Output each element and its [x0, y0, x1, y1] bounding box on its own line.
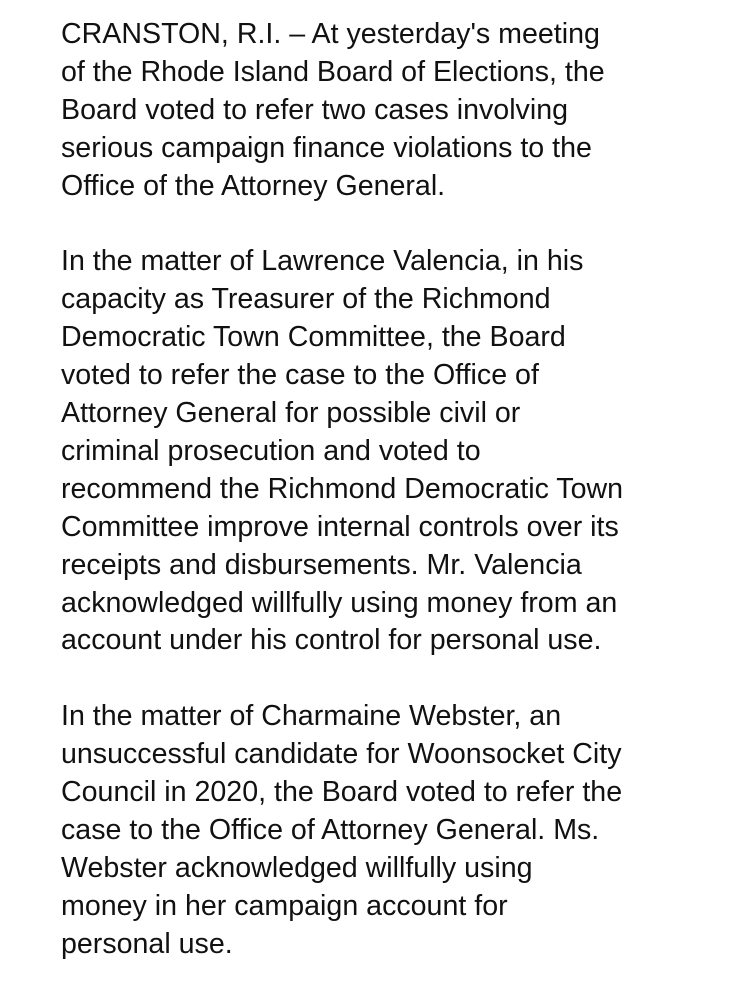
text-line: Democratic Town Committee, the Board	[61, 321, 566, 354]
text-line: case to the Office of Attorney General. Ms.	[61, 814, 600, 846]
text-line: Board voted to refer two cases involving	[61, 93, 569, 126]
text-line: account under his control for personal use.	[61, 624, 602, 657]
text-line: Council in 2020, the Board voted to refer the	[61, 776, 623, 809]
text-line: capacity as Treasurer of the Richmond	[61, 283, 551, 316]
text-line: receipts and disbursements. Mr. Valencia	[61, 548, 582, 581]
text-line: acknowledged willfully using money from an	[61, 586, 618, 619]
text-line: money in her campaign account for	[61, 889, 508, 922]
text-line: of the Rhode Island Board of Elections, the	[61, 55, 605, 88]
text-line: In the matter of Lawrence Valencia, in his	[61, 245, 584, 278]
text-line: CRANSTON, R.I. – At yesterday's meeting	[61, 18, 600, 50]
text-line: Webster acknowledged willfully using	[61, 851, 533, 884]
text-line: serious campaign finance violations to the	[61, 131, 592, 164]
text-line: unsuccessful candidate for Woonsocket City	[61, 738, 622, 771]
paragraph-valencia	[61, 243, 731, 660]
text-line: criminal prosecution and voted to	[61, 434, 481, 467]
text-line: personal use.	[61, 927, 233, 960]
text-line: Committee improve internal controls over its	[61, 510, 619, 543]
text-line: voted to refer the case to the Office of	[61, 359, 539, 392]
text-line: Office of the Attorney General.	[61, 169, 446, 202]
text-line: In the matter of Charmaine Webster, an	[61, 700, 562, 733]
article-body	[61, 16, 731, 964]
text-line: Attorney General for possible civil or	[61, 397, 521, 430]
paragraph-webster	[61, 698, 731, 963]
text-line: recommend the Richmond Democratic Town	[61, 472, 624, 505]
paragraph-intro	[61, 16, 731, 206]
